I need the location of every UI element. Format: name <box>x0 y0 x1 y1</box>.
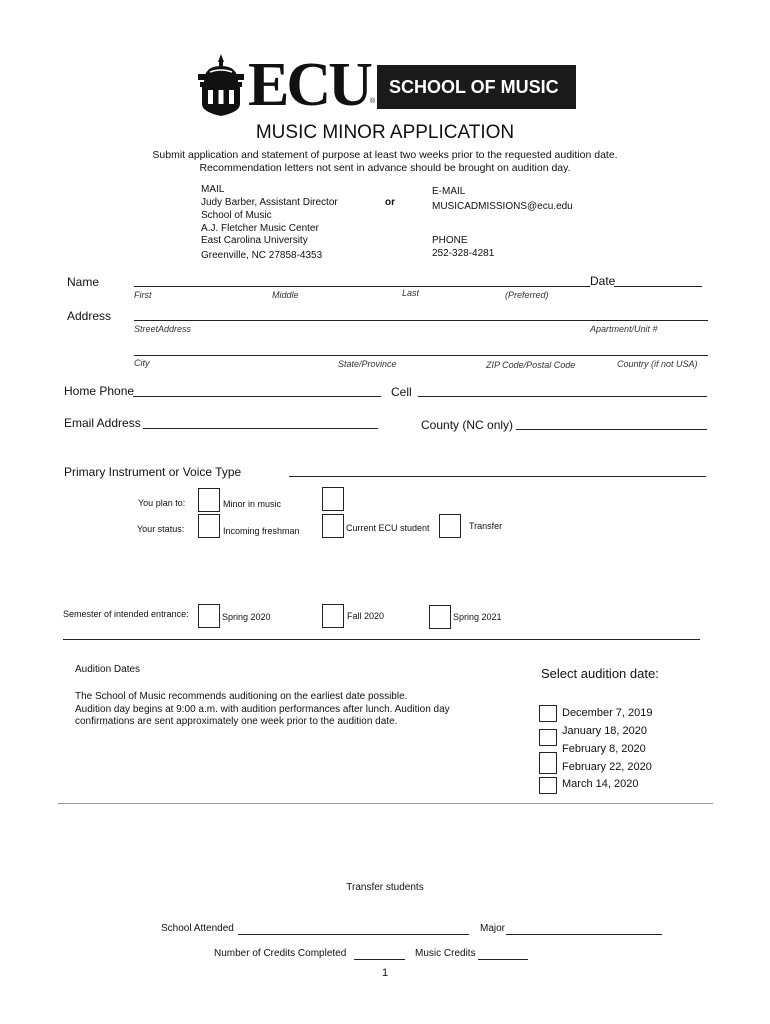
section-divider <box>58 803 713 804</box>
ecu-logo-text: ECU <box>248 51 370 119</box>
incoming-freshman-checkbox[interactable] <box>198 514 220 538</box>
date-label: Date <box>590 274 616 288</box>
audition-text-3: confirmations are sent approximately one week prior to the audition date. <box>75 716 398 727</box>
date-checkbox-5[interactable] <box>539 777 557 794</box>
audition-date-3: February 8, 2020 <box>562 743 646 755</box>
semester-label: Semester of intended entrance: <box>63 609 189 619</box>
name-label: Name <box>67 275 100 289</box>
county-field[interactable] <box>516 429 707 430</box>
credits-field[interactable] <box>354 959 405 960</box>
fall-2020-checkbox[interactable] <box>322 604 344 628</box>
audition-date-2: January 18, 2020 <box>562 725 648 737</box>
instrument-field[interactable] <box>289 476 706 477</box>
school-attended-label: School Attended <box>161 923 234 934</box>
county-label: County (NC only) <box>421 418 514 432</box>
first-caption: First <box>134 290 152 300</box>
mail-line: Greenville, NC 27858-4353 <box>201 250 323 261</box>
street-caption: StreetAddress <box>134 324 192 334</box>
email-address-label: Email Address <box>64 416 141 430</box>
mail-line: School of Music <box>201 210 272 221</box>
mail-line: Judy Barber, Assistant Director <box>201 197 338 208</box>
middle-caption: Middle <box>272 290 299 300</box>
instrument-label: Primary Instrument or Voice Type <box>64 465 242 479</box>
state-caption: State/Province <box>338 359 397 369</box>
transfer-label: Transfer <box>469 521 503 531</box>
fall-2020-label: Fall 2020 <box>347 611 385 621</box>
date-checkbox-1[interactable] <box>539 705 557 722</box>
spring-2021-checkbox[interactable] <box>429 605 451 629</box>
registered-mark: ® <box>370 98 376 105</box>
minor-option-label: Minor in music <box>223 499 282 509</box>
preferred-caption: (Preferred) <box>505 290 549 300</box>
current-student-label: Current ECU student <box>346 523 430 533</box>
plan-extra-checkbox[interactable] <box>322 487 344 511</box>
mail-line: East Carolina University <box>201 235 308 246</box>
page-number: 1 <box>381 967 389 979</box>
audition-date-1: December 7, 2019 <box>562 707 653 719</box>
music-credits-label: Music Credits <box>415 948 476 959</box>
street-address-field[interactable] <box>134 320 708 321</box>
audition-text-1: The School of Music recommends auditioning on the earliest date possible. <box>75 691 408 702</box>
spring-2021-label: Spring 2021 <box>453 612 502 622</box>
mail-line: A.J. Fletcher Music Center <box>201 223 319 234</box>
phone-label: PHONE <box>432 235 468 246</box>
major-field[interactable] <box>506 934 662 935</box>
contact-phone: 252-328-4281 <box>432 248 495 259</box>
city-state-field[interactable] <box>134 355 708 356</box>
page-title: MUSIC MINOR APPLICATION <box>255 122 515 143</box>
spring-2020-label: Spring 2020 <box>222 612 271 622</box>
mail-label: MAIL <box>201 184 225 195</box>
email-address-field[interactable] <box>143 428 378 429</box>
audition-date-5: March 14, 2020 <box>562 778 639 790</box>
date-field[interactable] <box>614 286 702 287</box>
instructions-line-1: Submit application and statement of purpose at least two weeks prior to the requested audition date. <box>152 149 618 161</box>
incoming-freshman-label: Incoming freshman <box>223 526 300 536</box>
status-label: Your status: <box>137 524 185 534</box>
audition-heading: Audition Dates <box>75 664 141 675</box>
instructions-line-2: Recommendation letters not sent in advance should be brought on audition day. <box>199 162 571 174</box>
zip-caption: ZIP Code/Postal Code <box>486 360 576 370</box>
contact-email[interactable]: MUSICADMISSIONS@ecu.edu <box>432 201 573 212</box>
or-separator: or <box>385 197 395 208</box>
cupola-shield-icon <box>196 52 246 118</box>
transfer-checkbox[interactable] <box>439 514 461 538</box>
home-phone-field[interactable] <box>133 396 381 397</box>
apartment-caption: Apartment/Unit # <box>590 324 658 334</box>
school-of-music-banner: SCHOOL OF MUSIC <box>377 65 576 109</box>
city-caption: City <box>134 358 150 368</box>
cell-label: Cell <box>391 385 412 399</box>
audition-date-4: February 22, 2020 <box>562 761 652 773</box>
minor-checkbox[interactable] <box>198 488 220 512</box>
credits-label: Number of Credits Completed <box>214 948 347 959</box>
email-label: E-MAIL <box>432 186 466 197</box>
plan-label: You plan to: <box>138 498 186 508</box>
date-checkbox-4[interactable] <box>539 760 557 774</box>
section-divider <box>63 639 700 640</box>
transfer-heading: Transfer students <box>346 882 424 893</box>
country-caption: Country (if not USA) <box>617 359 698 369</box>
address-label: Address <box>67 309 112 323</box>
audition-text-2: Audition day begins at 9:00 a.m. with audition performances after lunch. Audition day <box>75 704 450 715</box>
date-checkbox-2[interactable] <box>539 729 557 746</box>
spring-2020-checkbox[interactable] <box>198 604 220 628</box>
name-field[interactable] <box>134 286 590 287</box>
major-label: Major <box>480 923 506 934</box>
home-phone-label: Home Phone <box>64 384 135 398</box>
last-caption: Last <box>402 288 420 298</box>
school-attended-field[interactable] <box>238 934 469 935</box>
cell-field[interactable] <box>418 396 707 397</box>
current-student-checkbox[interactable] <box>322 514 344 538</box>
music-credits-field[interactable] <box>478 959 528 960</box>
select-date-label: Select audition date: <box>541 666 659 681</box>
